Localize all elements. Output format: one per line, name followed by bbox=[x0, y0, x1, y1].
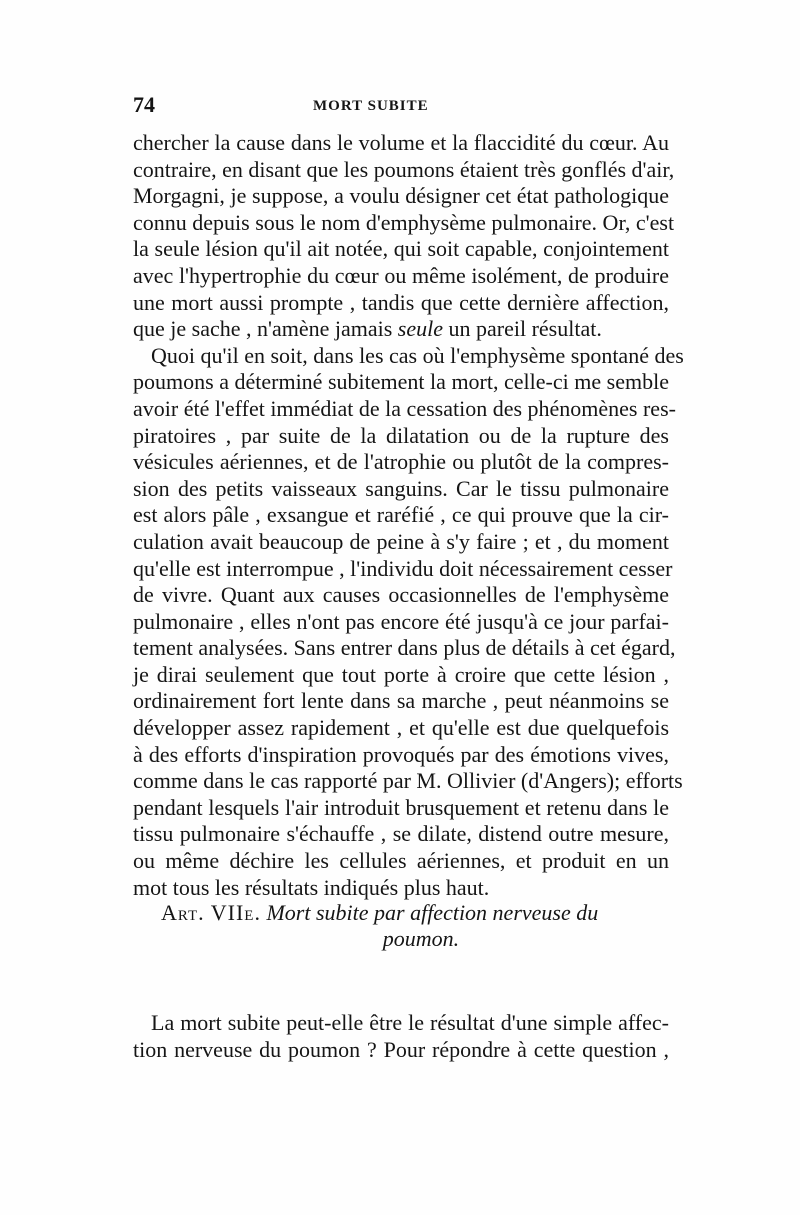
text-run: un pareil résultat. bbox=[443, 316, 602, 342]
text-line: à des efforts d'inspiration provoqués par des émotions vives, bbox=[133, 741, 669, 767]
text-line: chercher la cause dans le volume et la flaccidité du cœur. Au bbox=[133, 130, 669, 155]
text-line: pendant lesquels l'air introduit brusquement et retenu dans le bbox=[133, 794, 669, 820]
section-heading-line bbox=[133, 900, 669, 926]
text-line: développer assez rapidement , et qu'elle est due quelquefois bbox=[133, 715, 669, 741]
text-line: Morgagni, je suppose, a voulu désigner cet état pathologique bbox=[133, 183, 669, 209]
text-line: avec l'hypertrophie du cœur ou même isolément, de produire bbox=[133, 262, 669, 288]
text-line bbox=[133, 316, 669, 343]
text-line: culation avait beaucoup de peine à s'y faire ; et , du moment bbox=[133, 528, 669, 554]
section-title: Mort subite par affection nerveuse du bbox=[266, 900, 599, 925]
body-text-section bbox=[133, 1010, 669, 1063]
text-line: La mort subite peut-elle être le résultat d'une simple affec- bbox=[151, 1010, 669, 1035]
article-number: Art. VIIe. bbox=[161, 900, 261, 925]
text-line: poumons a déterminé subitement la mort, celle-ci me semble bbox=[133, 369, 669, 395]
text-line: mot tous les résultats indiqués plus haut. bbox=[133, 874, 490, 900]
text-line: sion des petits vaisseaux sanguins. Car le tissu pulmonaire bbox=[133, 475, 669, 501]
section-title-continued: poumon. bbox=[382, 926, 460, 951]
section-heading bbox=[133, 900, 669, 952]
text-line: une mort aussi prompte , tandis que cette dernière affection, bbox=[133, 289, 669, 315]
text-line: est alors pâle , exsangue et raréfié , ce qui prouve que la cir- bbox=[133, 502, 669, 528]
page-number: 74 bbox=[133, 92, 155, 117]
italic-word: seule bbox=[397, 316, 443, 342]
text-line: connu depuis sous le nom d'emphysème pulmonaire. Or, c'est bbox=[133, 209, 675, 235]
text-line: contraire, en disant que les poumons étaient très gonflés d'air, bbox=[133, 156, 675, 182]
text-line: Quoi qu'il en soit, dans les cas où l'emphysème spontané des bbox=[151, 342, 684, 368]
text-line: avoir été l'effet immédiat de la cessation des phénomènes res- bbox=[133, 395, 676, 421]
text-run: que je sache , n'amène jamais bbox=[133, 316, 398, 342]
body-text bbox=[133, 130, 684, 901]
text-line: tissu pulmonaire s'échauffe , se dilate, distend outre mesure, bbox=[133, 821, 669, 847]
text-line: tion nerveuse du poumon ? Pour répondre à cette question , bbox=[133, 1036, 669, 1062]
page-header bbox=[133, 92, 669, 122]
text-line: ordinairement fort lente dans sa marche , peut néanmoins se bbox=[133, 688, 669, 714]
text-line: vésicules aériennes, et de l'atrophie ou plutôt de la compres- bbox=[133, 449, 669, 475]
text-line: piratoires , par suite de la dilatation ou de la rupture des bbox=[133, 422, 669, 448]
text-line: ou même déchire les cellules aériennes, et produit en un bbox=[133, 848, 669, 874]
text-line: je dirai seulement que tout porte à croire que cette lésion , bbox=[133, 661, 669, 687]
text-line: la seule lésion qu'il ait notée, qui soit capable, conjointement bbox=[133, 236, 669, 262]
text-line: tement analysées. Sans entrer dans plus de détails à cet égard, bbox=[133, 635, 676, 661]
text-line: qu'elle est interrompue , l'individu doit nécessairement cesser bbox=[133, 555, 673, 581]
running-title: MORT SUBITE bbox=[313, 98, 429, 114]
text-line: comme dans le cas rapporté par M. Ollivier (d'Angers); efforts bbox=[133, 768, 683, 794]
text-line: pulmonaire , elles n'ont pas encore été jusqu'à ce jour parfai- bbox=[133, 608, 669, 634]
text-line: de vivre. Quant aux causes occasionnelles de l'emphysème bbox=[133, 582, 669, 608]
